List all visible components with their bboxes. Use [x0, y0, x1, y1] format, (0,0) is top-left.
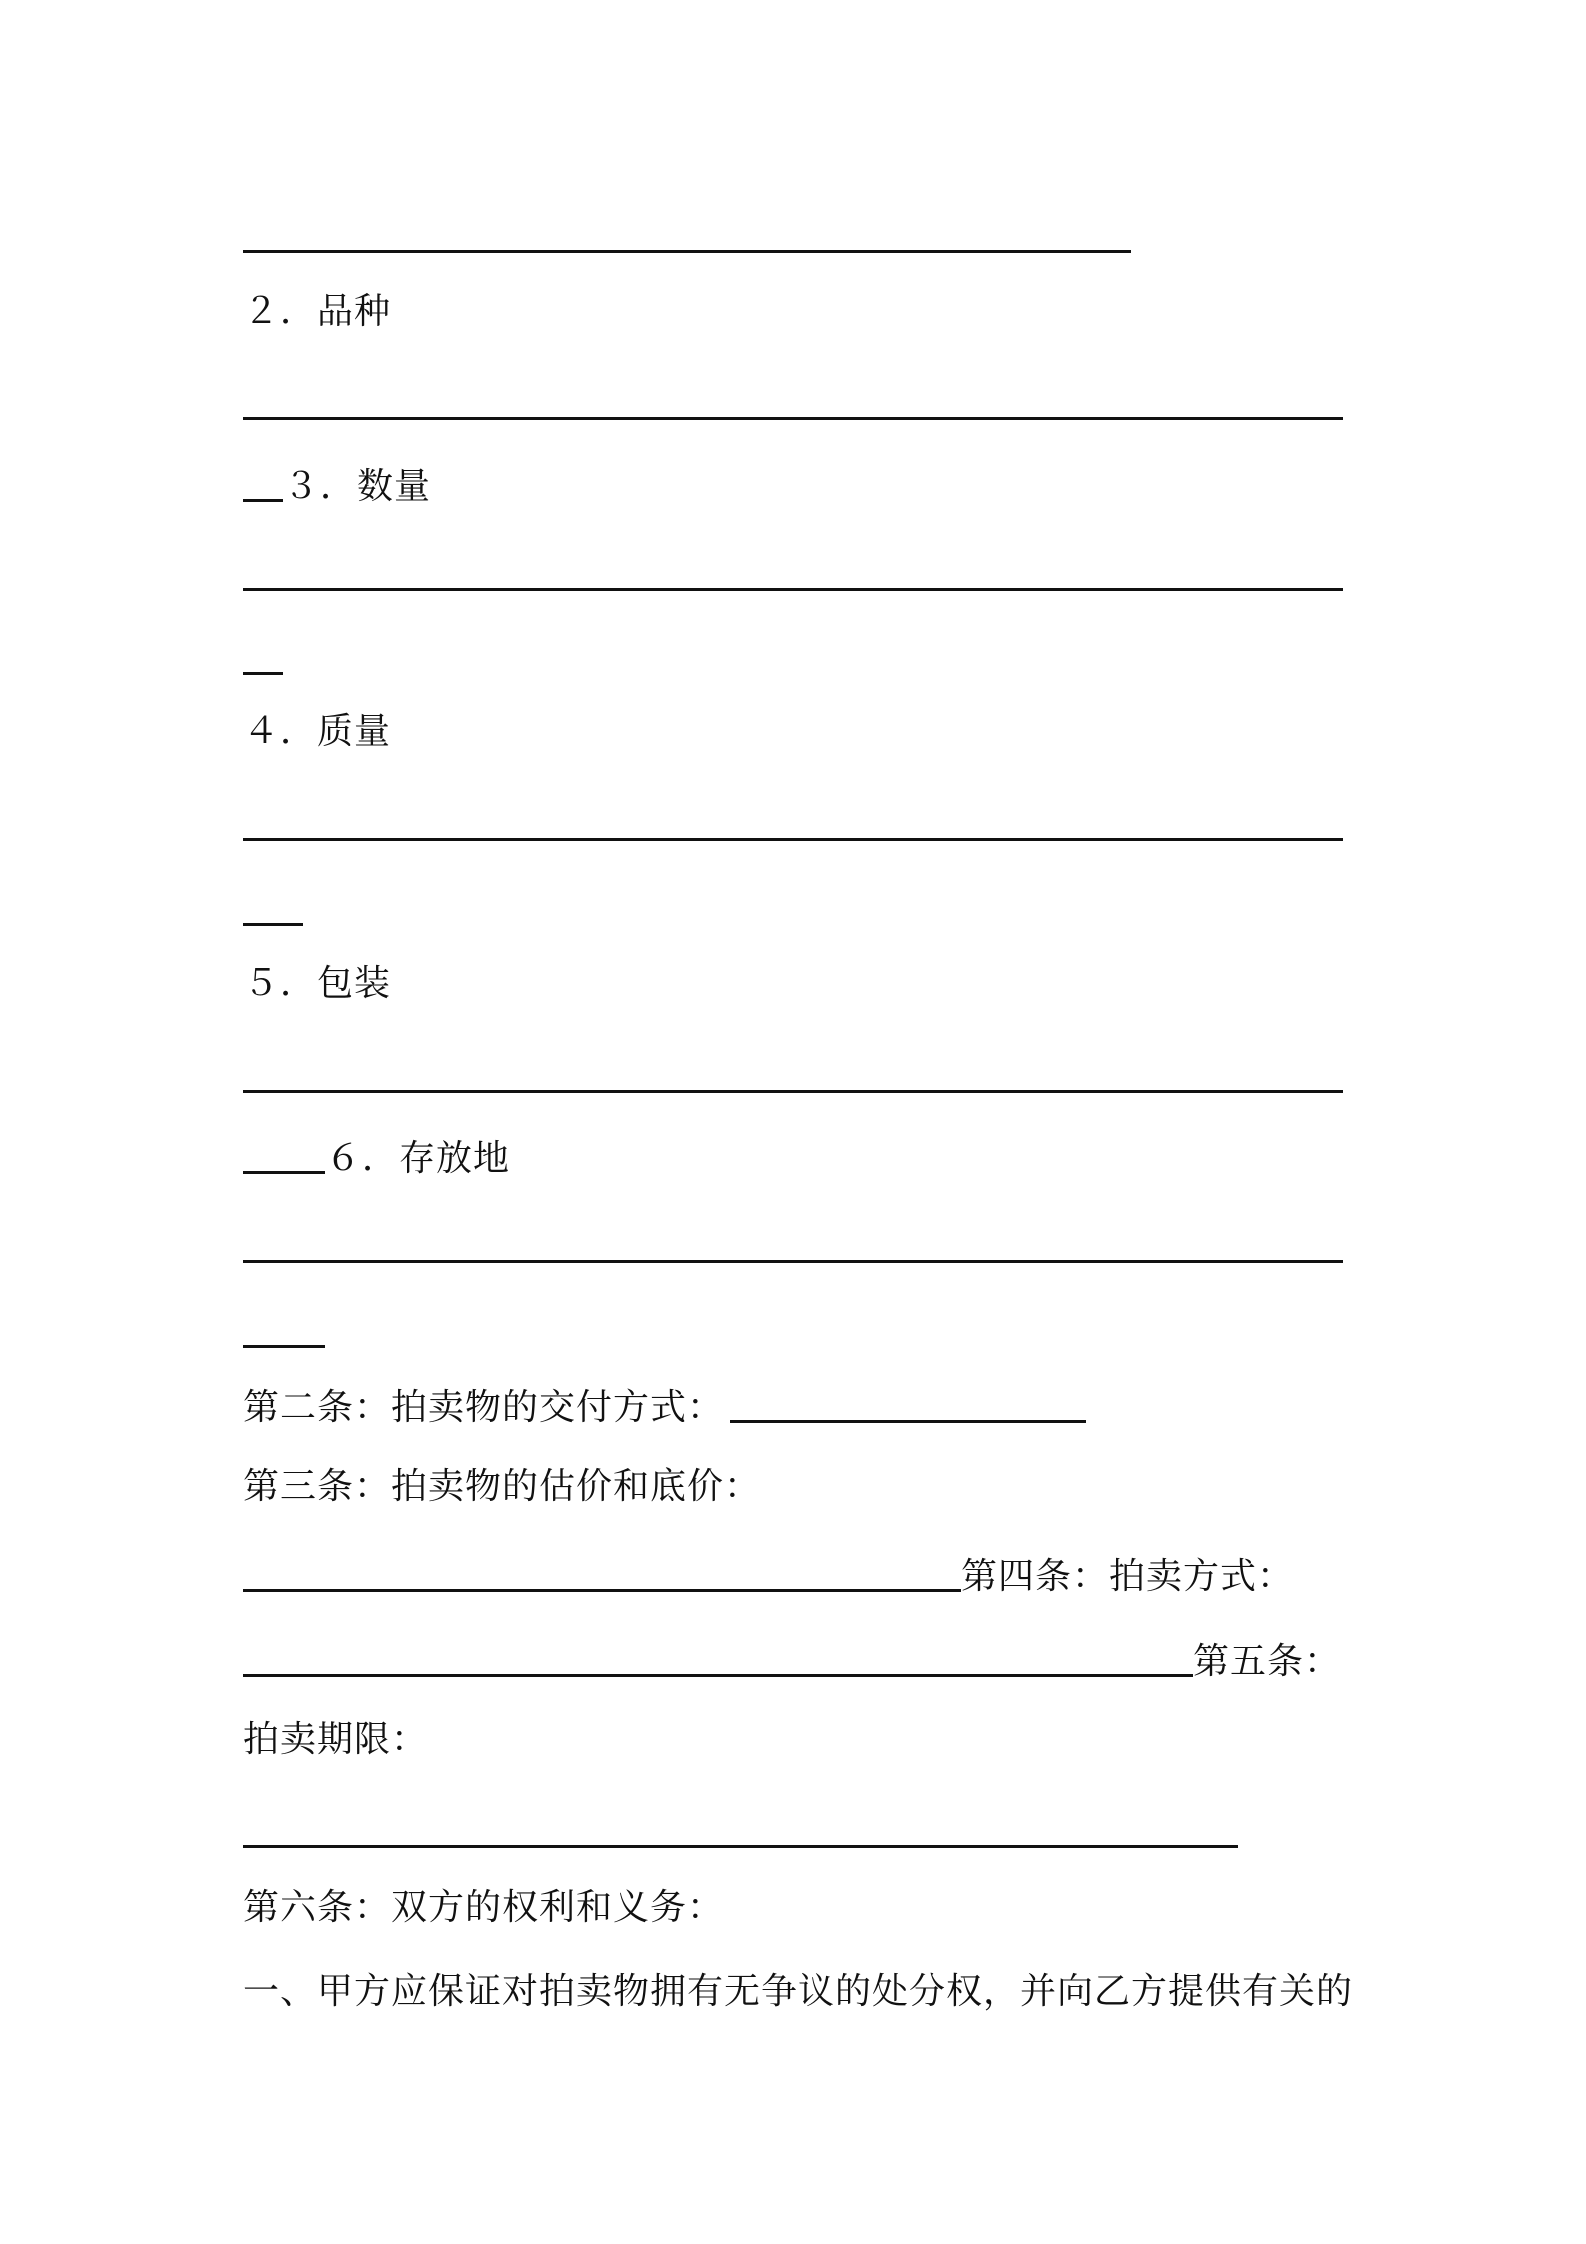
fill-in-line	[243, 588, 1343, 591]
fill-in-line	[243, 1589, 961, 1592]
fill-in-line	[243, 1345, 325, 1348]
fill-in-line	[243, 1845, 1238, 1848]
fill-in-line	[730, 1420, 1086, 1423]
fill-in-line	[243, 1674, 1193, 1677]
fill-in-line	[243, 250, 1131, 253]
fill-in-line	[243, 672, 283, 675]
item-quantity: ３．数量	[283, 466, 432, 507]
item-storage: ６．存放地	[325, 1138, 511, 1179]
article-2-row	[243, 1386, 1086, 1430]
fill-in-line	[243, 838, 1343, 841]
article-3: 第三条：拍卖物的估价和底价：	[243, 1466, 762, 1507]
fill-in-line	[243, 417, 1343, 420]
item-quality: ４．质量	[243, 711, 392, 752]
article-5: 第五条：	[1193, 1641, 1342, 1682]
article-2: 第二条：拍卖物的交付方式：	[243, 1387, 725, 1428]
item-storage-row	[243, 1137, 510, 1181]
fill-in-line	[243, 1090, 1343, 1093]
article-4: 第四条：拍卖方式：	[961, 1556, 1295, 1597]
article-5-term: 拍卖期限：	[243, 1719, 429, 1760]
article-4-row	[243, 1555, 1294, 1599]
fill-in-line	[243, 1171, 325, 1174]
article-5-row	[243, 1640, 1341, 1684]
fill-in-line	[243, 1260, 1343, 1263]
item-quantity-row	[243, 465, 431, 509]
fill-in-line	[243, 499, 283, 502]
item-packaging: ５．包装	[243, 963, 392, 1004]
clause-1: 一、甲方应保证对拍卖物拥有无争议的处分权，并向乙方提供有关的	[243, 1971, 1354, 2012]
fill-in-line	[243, 923, 303, 926]
article-6: 第六条：双方的权利和义务：	[243, 1887, 725, 1928]
item-variety: ２．品种	[243, 291, 392, 332]
